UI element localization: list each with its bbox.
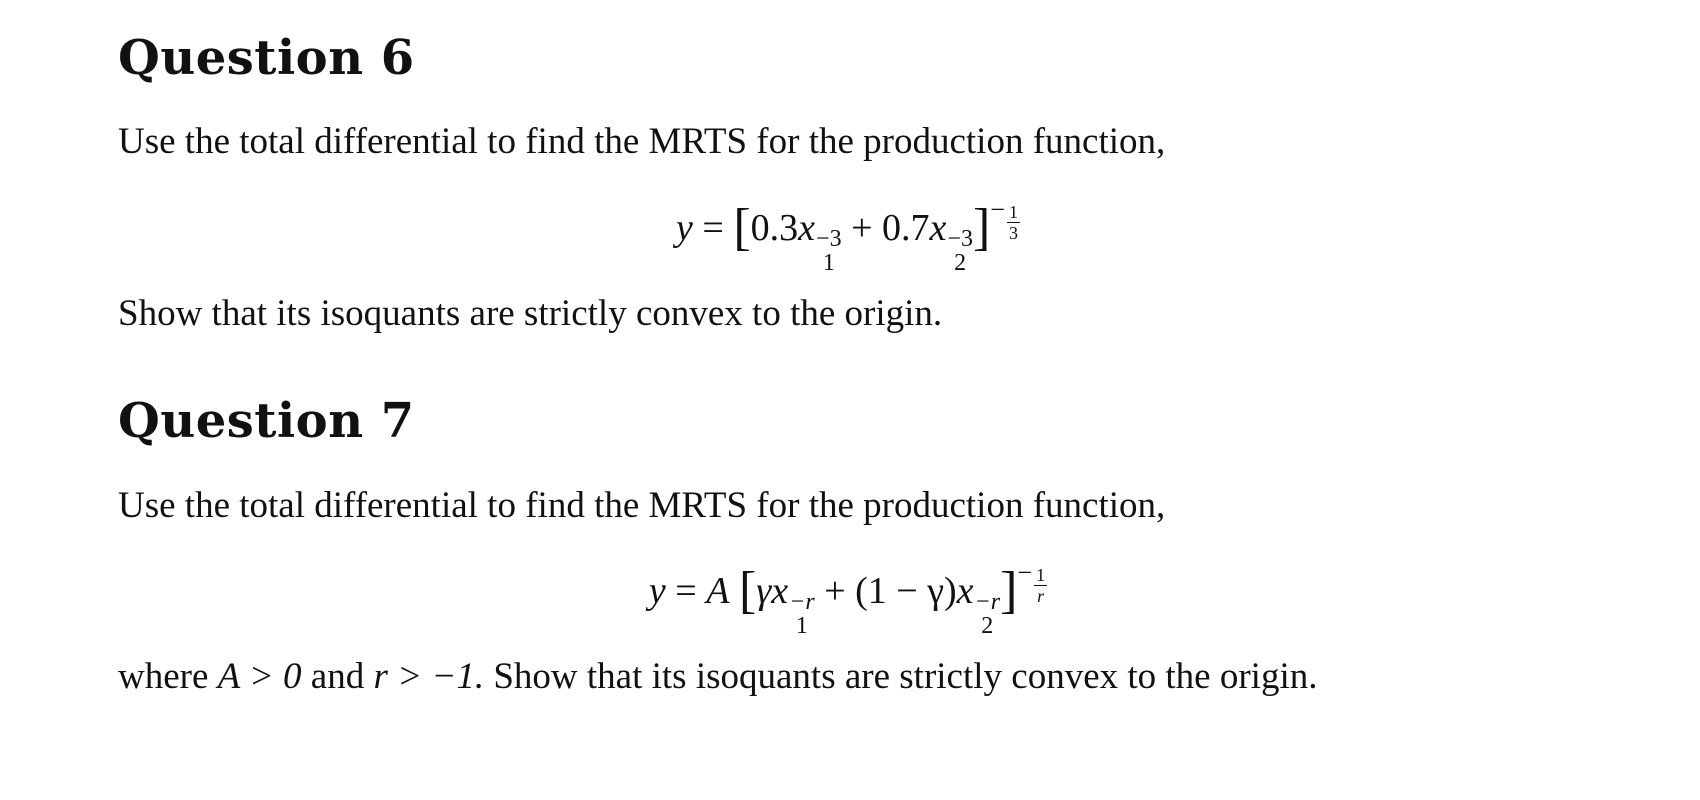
q7-where-text: where [118, 656, 209, 697]
eq6-left-bracket: [ [733, 199, 751, 256]
eq7-x2: x [956, 570, 974, 612]
eq7-right-bracket: ] [1000, 562, 1018, 619]
eq7-plus: + [824, 570, 846, 612]
question-7-equation [118, 558, 1578, 638]
eq6-exp-den: 3 [1008, 223, 1018, 243]
eq6-lhs: y [676, 207, 693, 249]
eq6-x2-sup: −3 [947, 226, 973, 252]
eq6-x1-sup: −3 [816, 226, 842, 252]
eq7-x1: x [771, 570, 789, 612]
question-7-followup [118, 655, 1317, 698]
eq7-outer-minus: − [1017, 558, 1033, 587]
eq7-x2-sup: −r [974, 589, 1001, 615]
q7-followup-text: Show that its isoquants are strictly convex to the origin. [493, 656, 1318, 697]
eq7-left-bracket: [ [738, 562, 757, 619]
eq7-x1-sub: 1 [795, 613, 808, 639]
q7-condition-r: r > −1. [373, 656, 485, 697]
eq6-right-bracket: ] [972, 199, 991, 256]
eq6-coef-2: 0.7 [882, 207, 930, 249]
eq7-gamma: γ [756, 570, 772, 612]
eq6-plus: + [851, 207, 873, 249]
eq6-x2-sub: 2 [954, 250, 967, 276]
question-6-equation [118, 195, 1578, 275]
question-7-intro: Use the total differential to find the MRTS for the production function, [118, 485, 1166, 526]
q7-and-text: and [310, 656, 365, 697]
eq7-exp-num: 1 [1036, 565, 1046, 585]
eq6-x1-scripts [816, 227, 842, 275]
eq7-one-minus-gamma: (1 − γ) [855, 570, 957, 612]
eq7-lhs: y [648, 570, 666, 612]
eq7-x1-scripts [789, 590, 815, 638]
eq6-x1-sub: 1 [822, 250, 835, 276]
question-6-heading: Question 6 [118, 30, 415, 86]
eq7-outer-exponent [1034, 566, 1047, 605]
eq6-exp-num: 1 [1008, 202, 1018, 222]
eq6-equals: = [702, 207, 724, 249]
question-7-heading: Question 7 [118, 393, 415, 449]
eq7-x2-scripts [975, 590, 1001, 638]
eq7-x2-sub: 2 [981, 613, 994, 639]
eq6-coef-1: 0.3 [750, 207, 799, 249]
eq7-x1-sup: −r [789, 589, 815, 615]
eq6-outer-minus: − [990, 195, 1005, 224]
eq6-x2-scripts [947, 227, 973, 275]
eq7-exp-den: r [1037, 586, 1045, 606]
question-6-intro: Use the total differential to find the MRTS for the production function, [118, 121, 1166, 162]
q7-condition-a: A > 0 [217, 656, 302, 697]
eq7-A: A [706, 570, 730, 612]
question-6-followup: Show that its isoquants are strictly convex to the origin. [118, 293, 943, 334]
eq6-outer-exponent [1007, 203, 1020, 242]
eq6-x1: x [798, 207, 816, 249]
eq6-x2: x [929, 207, 947, 249]
eq7-equals: = [675, 570, 697, 612]
